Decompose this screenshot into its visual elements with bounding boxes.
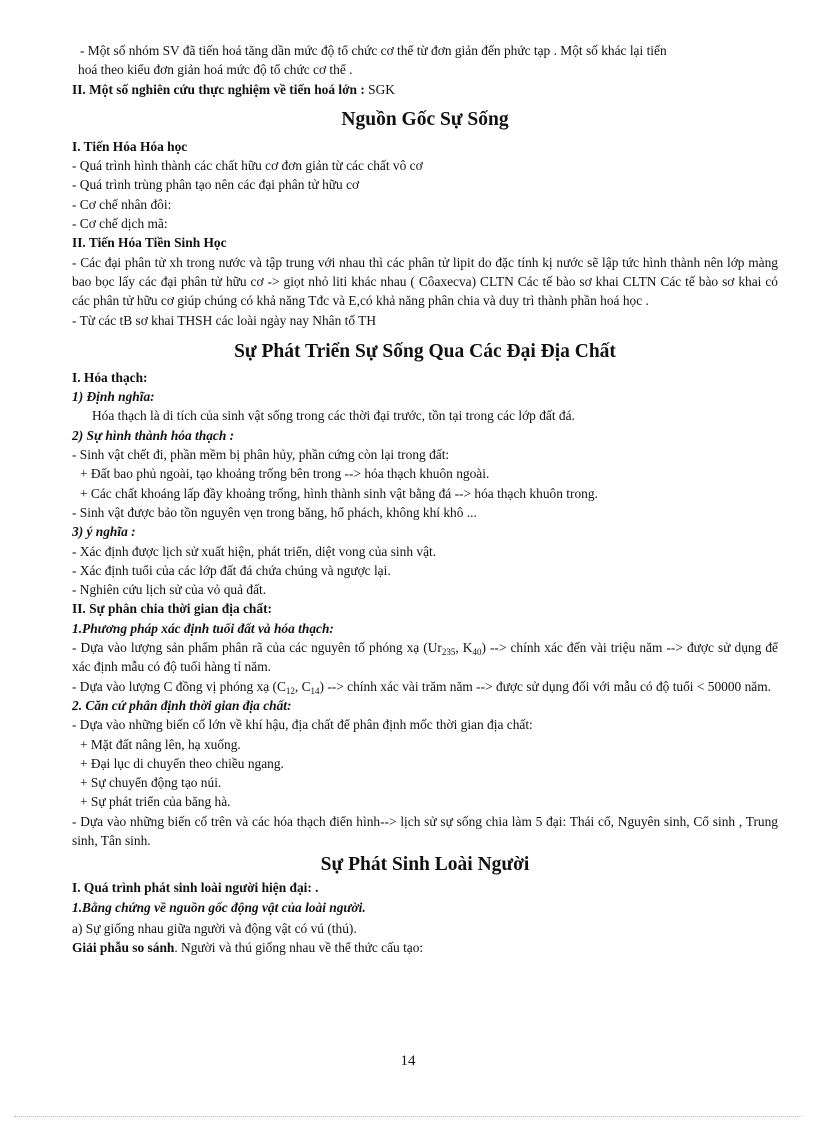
list-item: - Quá trình hình thành các chất hữu cơ đơn giản từ các chất vô cơ bbox=[72, 158, 423, 174]
heading-human-evolution: I. Quá trình phát sinh loài người hiện đại: . bbox=[72, 880, 319, 896]
subheading-fossil-formation: 2) Sự hình thành hóa thạch : bbox=[72, 427, 235, 443]
list-item: + Sự chuyển động tạo núi. bbox=[80, 775, 222, 791]
list-item: - Nghiên cứu lịch sử của vỏ quả đất. bbox=[72, 582, 267, 598]
subheading-dating-method: 1.Phương pháp xác định tuổi đất và hóa thạch: bbox=[72, 620, 334, 636]
subscript: 12 bbox=[285, 685, 295, 696]
text-run: - Dựa vào lượng C đồng vị phóng xạ (C bbox=[72, 678, 286, 694]
list-item: + Đại lục di chuyển theo chiều ngang. bbox=[80, 755, 284, 771]
intro-line-1: - Một số nhóm SV đã tiến hoá tăng dần mức độ tổ chức cơ thể từ đơn giản đến phức tạp . Một số khác lại tiến bbox=[80, 43, 667, 58]
intro-line-2: hoá theo kiểu đơn giản hoá mức độ tổ chức cơ thể . bbox=[78, 62, 353, 78]
list-item: - Quá trình trùng phân tạo nên các đại phân tử hữu cơ bbox=[72, 177, 360, 193]
prebiotic-paragraph: - Các đại phân tử xh trong nước và tập trung với nhau thì các phân tử lipit do đặc tính kị nước sẽ lập tức hình thành nên lớp màng bao bọc lấy các đại phân tử hữu cơ -> giọt nhỏ liti khác nhau ( Côaxecva) CLTN Các tế bào sơ khai CLTN Các tế bào sơ khai có các phân tử hữu cơ giúp chúng có khả năng Tđc và E,có khả năng phân chia và duy trì thành phần hoá học . bbox=[72, 254, 778, 309]
subheading-animal-origin-evidence: 1.Bằng chứng về nguồn gốc động vật của loài người. bbox=[72, 899, 366, 915]
section-title-human-origin: Sự Phát Sinh Loài Người bbox=[320, 854, 530, 876]
list-item: a) Sự giống nhau giữa người và động vật có vú (thú). bbox=[72, 920, 357, 936]
subheading-time-basis: 2. Căn cứ phân định thời gian địa chất: bbox=[72, 697, 292, 713]
text-run: . Người và thú giống nhau về thể thức cấu tạo: bbox=[174, 940, 424, 956]
dating-paragraph-carbon bbox=[72, 677, 778, 696]
text-run: , C bbox=[294, 678, 311, 694]
section-title-origin-of-life: Nguồn Gốc Sự Sống bbox=[341, 108, 509, 130]
list-item: - Sinh vật được bảo tồn nguyên vẹn trong băng, hổ phách, không khí khô ... bbox=[72, 504, 477, 520]
list-item: - Sinh vật chết đi, phần mềm bị phân hủy, phần cứng còn lại trong đất: bbox=[72, 447, 450, 463]
subscript: 235 bbox=[441, 647, 456, 658]
list-item: + Đất bao phủ ngoài, tạo khoảng trống bên trong --> hóa thạch khuôn ngoài. bbox=[80, 466, 490, 482]
subheading-definition: 1) Định nghĩa: bbox=[72, 389, 155, 405]
list-item: + Các chất khoáng lấp đầy khoảng trống, hình thành sinh vật bằng đá --> hóa thạch khuôn trong. bbox=[80, 485, 598, 501]
prebiotic-last-line: - Từ các tB sơ khai THSH các loài ngày nay Nhân tố TH bbox=[72, 312, 377, 328]
document-page bbox=[72, 41, 778, 957]
heading-fossils: I. Hóa thạch: bbox=[72, 369, 148, 385]
page-number: 14 bbox=[400, 1053, 416, 1069]
text-run: - Dựa vào lượng sản phẩm phân rã của các nguyên tố phóng xạ (Ur bbox=[72, 640, 442, 656]
list-item: - Xác định được lịch sử xuất hiện, phát triển, diệt vong của sinh vật. bbox=[72, 543, 437, 559]
subscript: 40 bbox=[472, 647, 482, 658]
anatomy-label: Giải phẫu so sánh bbox=[72, 940, 175, 956]
heading-prebiotic-evolution: II. Tiến Hóa Tiền Sinh Học bbox=[72, 235, 227, 251]
page-bottom-divider bbox=[14, 1116, 802, 1117]
anatomy-line bbox=[72, 938, 778, 957]
definition-text: Hóa thạch là di tích của sinh vật sống trong các thời đại trước, tồn tại trong các lớp đất đá. bbox=[92, 408, 575, 424]
heading-chemical-evolution: I. Tiến Hóa Hóa học bbox=[72, 138, 188, 154]
text-run: , K bbox=[455, 640, 473, 656]
intro-heading-tail: SGK bbox=[364, 81, 395, 97]
list-item: - Xác định tuổi của các lớp đất đá chứa chúng và ngược lại. bbox=[72, 562, 391, 578]
list-item: + Mặt đất nâng lên, hạ xuống. bbox=[80, 736, 241, 752]
section-title-geologic-eras: Sự Phát Triển Sự Sống Qua Các Đại Địa Chất bbox=[234, 340, 616, 362]
heading-geologic-time-division: II. Sự phân chia thời gian địa chất: bbox=[72, 601, 272, 617]
dating-paragraph-uranium bbox=[72, 638, 778, 677]
subscript: 14 bbox=[310, 685, 320, 696]
text-run: ) --> chính xác đến vài triệu năm --> được sử dụng để xác định mẫu có độ tuổi hàng tỉ năm. bbox=[72, 640, 778, 675]
subheading-significance: 3) ý nghĩa : bbox=[72, 524, 136, 540]
list-item: - Dựa vào những biến cố lớn về khí hậu, địa chất để phân định mốc thời gian địa chất: bbox=[72, 717, 533, 733]
eras-paragraph: - Dựa vào những biến cố trên và các hóa thạch điển hình--> lịch sử sự sống chia làm 5 đại: Thái cổ, Nguyên sinh, Cổ sinh , Trung sinh, Tân sinh. bbox=[72, 813, 778, 848]
intro-heading bbox=[72, 80, 778, 99]
list-item: + Sự phát triển của băng hà. bbox=[80, 794, 231, 810]
text-run: ) --> chính xác vài trăm năm --> được sử dụng đối với mẫu có độ tuổi < 50000 năm. bbox=[319, 678, 772, 694]
list-item: - Cơ chế dịch mã: bbox=[72, 216, 168, 232]
intro-heading-bold: II. Một số nghiên cứu thực nghiệm về tiến hoá lớn : bbox=[72, 81, 365, 97]
list-item: - Cơ chế nhân đôi: bbox=[72, 196, 172, 212]
